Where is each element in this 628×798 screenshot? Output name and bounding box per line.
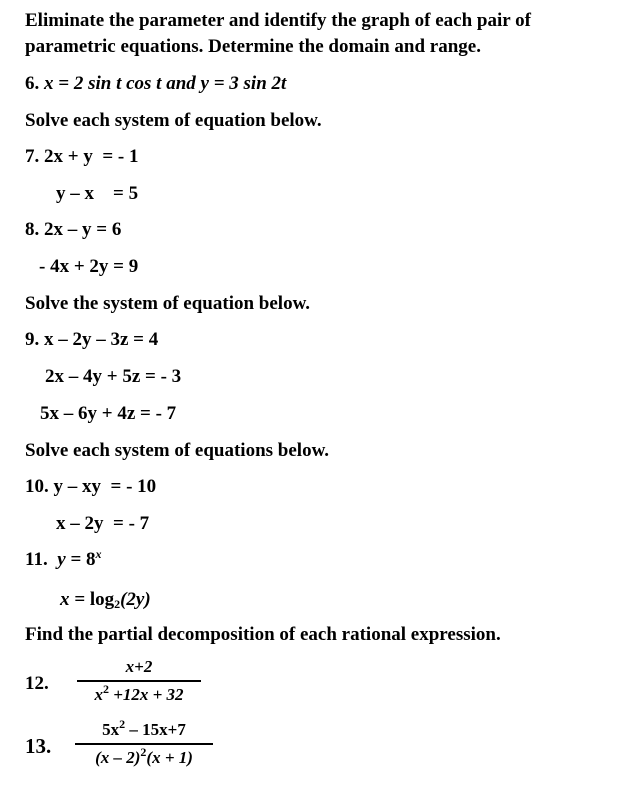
equation: 2x + y = - 1 bbox=[44, 146, 139, 167]
equation: 2x – y = 6 bbox=[44, 219, 122, 240]
instruction-systems-each: Solve each system of equation below. bbox=[25, 110, 322, 131]
log-argument: (2y) bbox=[120, 589, 151, 610]
problem-9-line2: 2x – 4y + 5z = - 3 bbox=[45, 366, 182, 387]
base: 8 bbox=[85, 549, 96, 570]
problem-13-number: 13. bbox=[25, 734, 52, 758]
equation-lhs: x = bbox=[60, 589, 90, 610]
equation-y: y = 3 sin 2t bbox=[200, 73, 287, 94]
problem-6 bbox=[25, 73, 286, 95]
problem-12-fraction bbox=[77, 656, 201, 706]
problem-9-line3: 5x – 6y + 4z = - 7 bbox=[40, 403, 177, 424]
problem-13-fraction bbox=[75, 719, 213, 769]
problem-number: 11. bbox=[25, 549, 48, 570]
problem-8-line1 bbox=[25, 219, 121, 241]
fraction-bar bbox=[77, 680, 201, 682]
equation: x – 2y – 3z = 4 bbox=[44, 329, 159, 350]
instruction-parametric-line2: parametric equations. Determine the domain and range. bbox=[25, 36, 481, 57]
equation-lhs: y = bbox=[57, 549, 86, 570]
problem-11-line2 bbox=[60, 589, 151, 611]
log-base: 2 bbox=[114, 597, 121, 611]
problem-number: 9. bbox=[25, 329, 40, 350]
numerator: $5x^2 - 15x+7$ bbox=[102, 717, 186, 739]
problem-8-line2: - 4x + 2y = 9 bbox=[39, 256, 139, 277]
instruction-partial: Find the partial decomposition of each rational expression. bbox=[25, 624, 501, 645]
problem-7-line2: y – x = 5 bbox=[56, 183, 139, 204]
exponent: x bbox=[95, 547, 102, 561]
problem-9-line1 bbox=[25, 329, 158, 351]
conjunction: and bbox=[166, 73, 196, 94]
problem-number: 7. bbox=[25, 146, 40, 167]
problem-11-line1 bbox=[25, 549, 101, 571]
log: log bbox=[89, 589, 115, 610]
equation: y – xy = - 10 bbox=[53, 476, 157, 497]
equation-x: x = 2 sin t cos t bbox=[44, 73, 162, 94]
instruction-system-single: Solve the system of equation below. bbox=[25, 293, 310, 314]
problem-number: 6. bbox=[25, 73, 40, 94]
problem-number: 10. bbox=[25, 476, 49, 497]
instruction-systems-equations: Solve each system of equations below. bbox=[25, 440, 329, 461]
numerator: x+2 bbox=[125, 657, 153, 676]
problem-10-line1 bbox=[25, 476, 156, 498]
problem-number: 8. bbox=[25, 219, 40, 240]
problem-7-line1 bbox=[25, 146, 138, 168]
problem-12-number: 12. bbox=[25, 673, 49, 694]
denominator: (x – 2)$^2$(x + 1) bbox=[95, 744, 193, 767]
denominator: $x^2 +12x + 32$ bbox=[94, 681, 184, 704]
instruction-parametric-line1: Eliminate the parameter and identify the graph of each pair of bbox=[25, 10, 531, 31]
problem-10-line2: x – 2y = - 7 bbox=[56, 513, 150, 534]
